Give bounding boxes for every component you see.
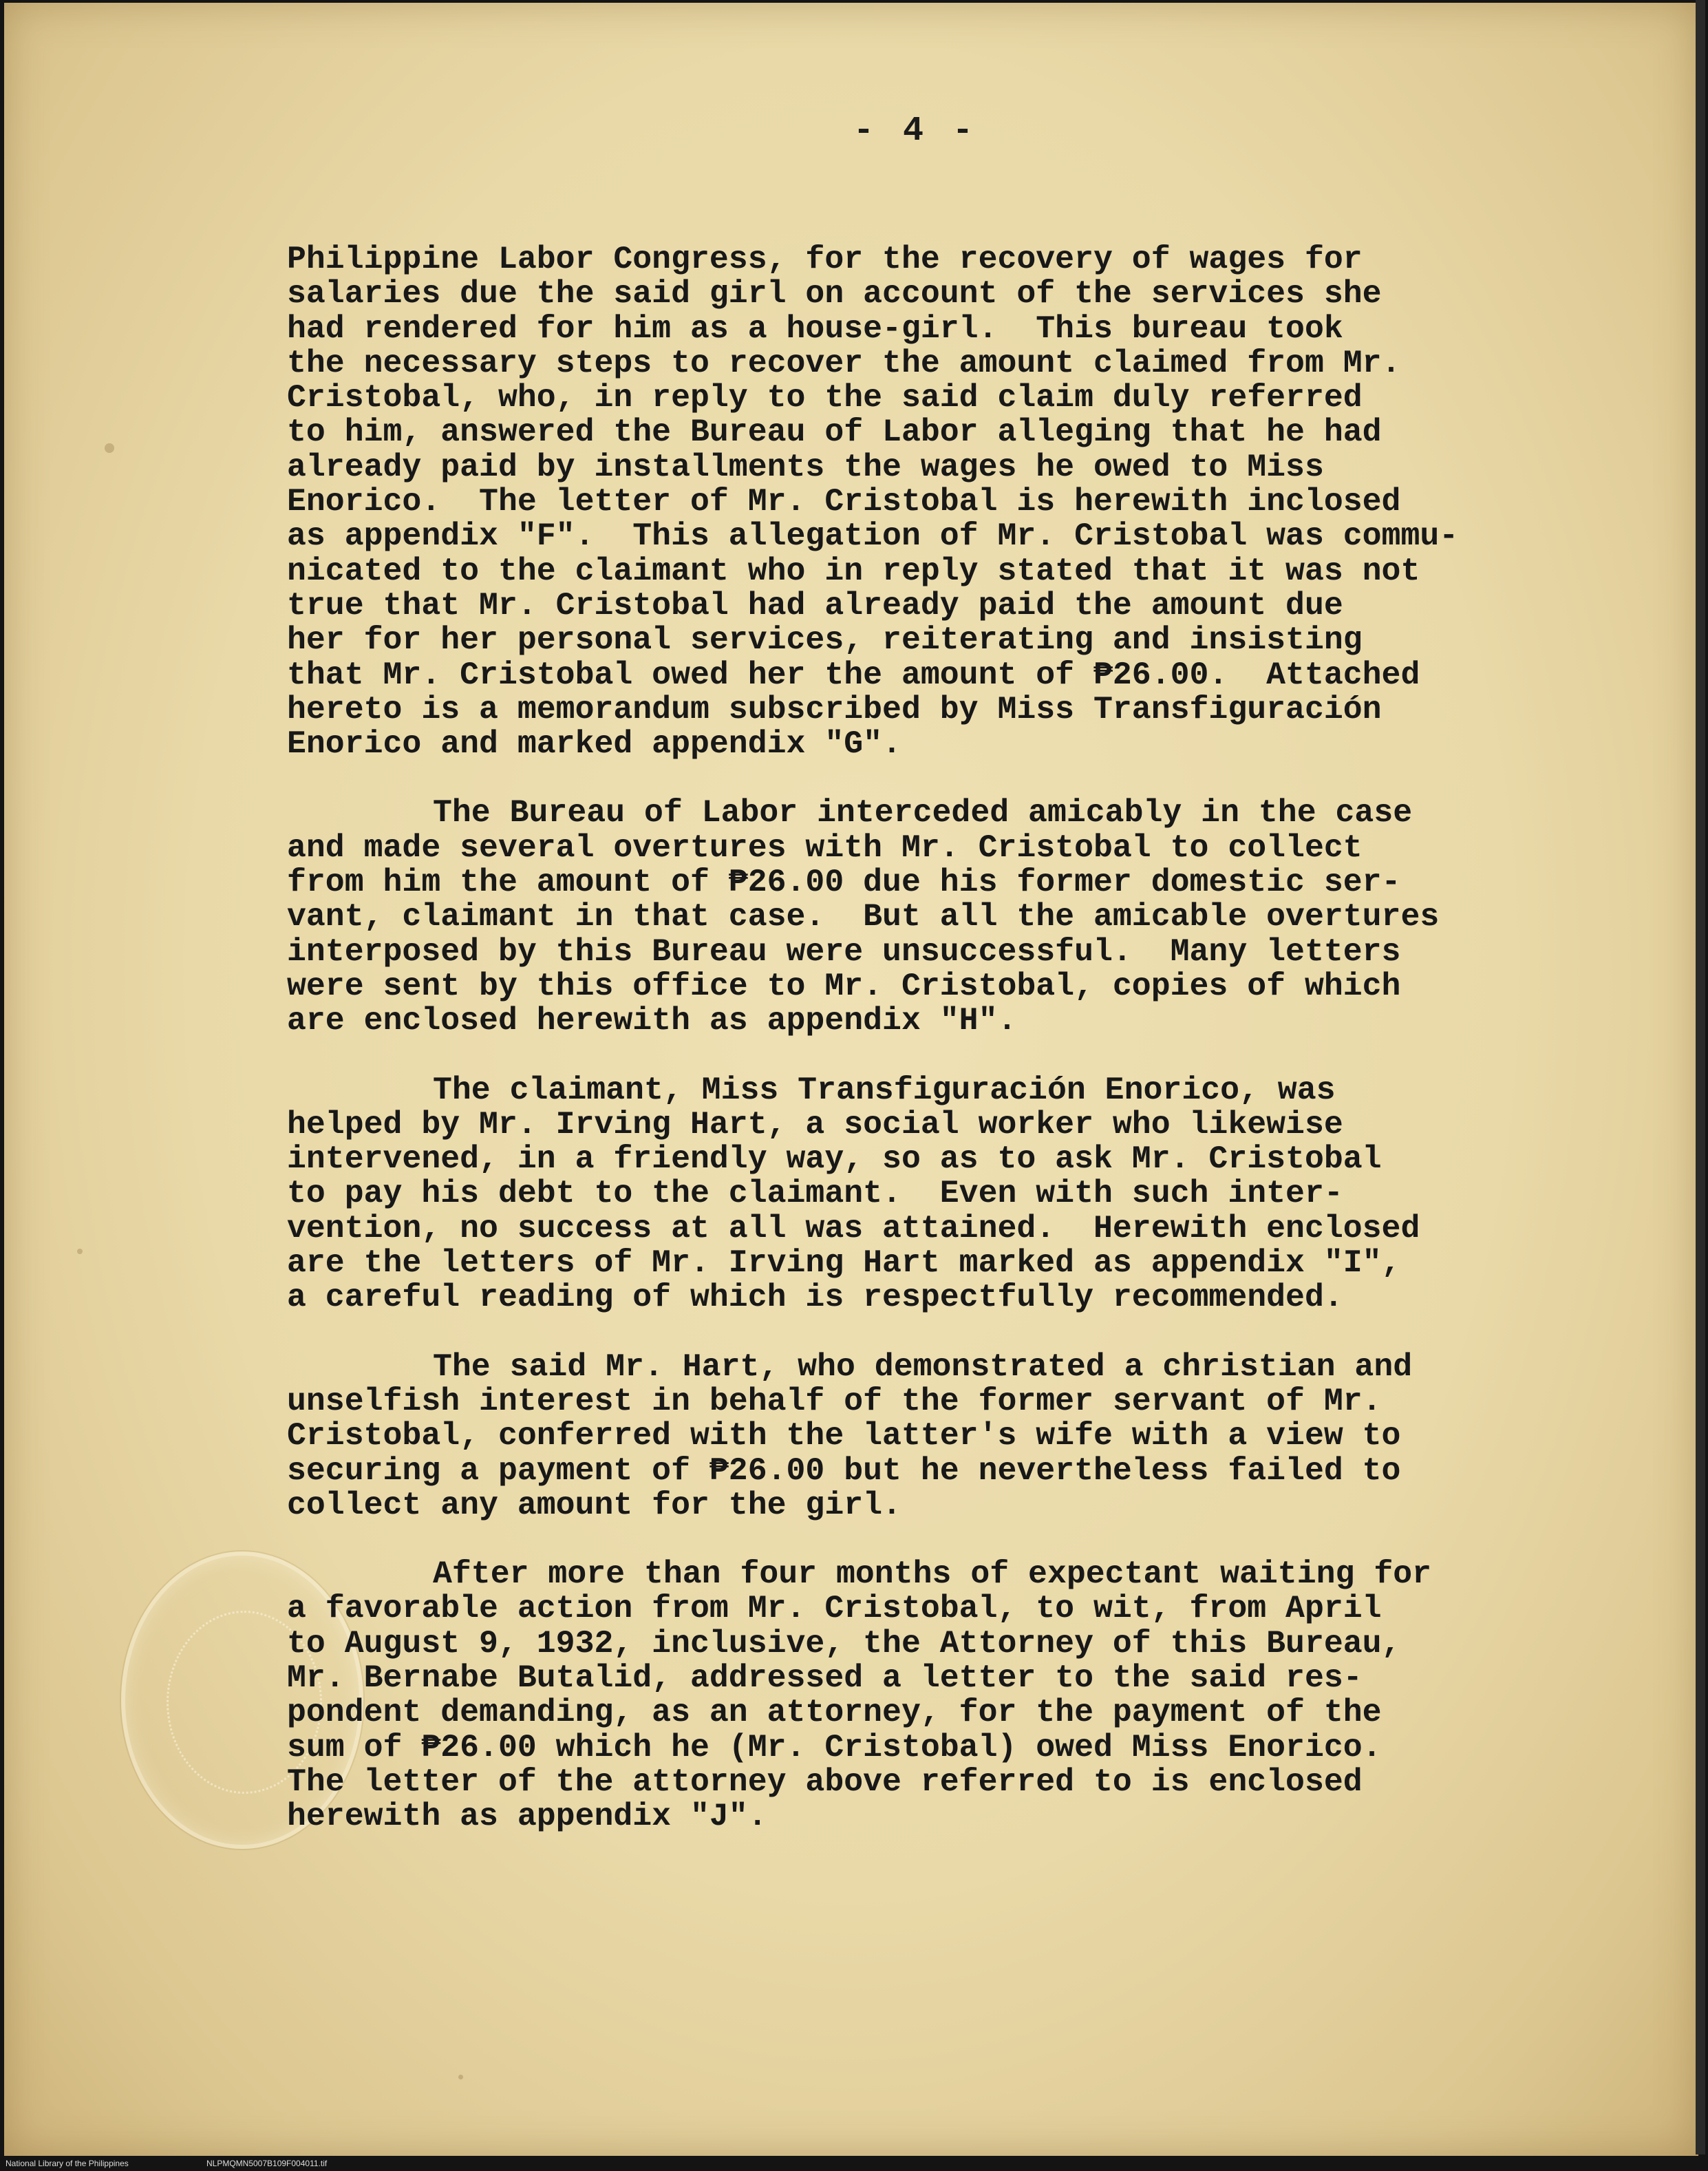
text-line: from him the amount of ₱26.00 due his former domestic ser- bbox=[287, 864, 1401, 901]
text-line: are the letters of Mr. Irving Hart marked as appendix "I", bbox=[287, 1245, 1401, 1282]
text-line: helped by Mr. Irving Hart, a social worker who likewise bbox=[287, 1105, 1343, 1143]
text-line: true that Mr. Cristobal had already paid the amount due bbox=[287, 586, 1343, 624]
paragraph bbox=[287, 796, 1567, 1038]
text-line: already paid by installments the wages he owed to Miss bbox=[287, 448, 1324, 485]
text-line: sum of ₱26.00 which he (Mr. Cristobal) owed Miss Enorico. bbox=[287, 1728, 1382, 1766]
text-line: securing a payment of ₱26.00 but he nevertheless failed to bbox=[287, 1452, 1401, 1489]
text-line: pondent demanding, as an attorney, for the payment of the bbox=[287, 1694, 1382, 1731]
paragraph bbox=[287, 1350, 1567, 1523]
text-line: The letter of the attorney above referred to is enclosed bbox=[287, 1763, 1363, 1800]
text-line: as appendix "F". This allegation of Mr. Cristobal was commu- bbox=[287, 518, 1459, 555]
letter-body bbox=[287, 242, 1567, 1868]
paragraph bbox=[287, 1557, 1567, 1834]
text-line: that Mr. Cristobal owed her the amount of ₱26.00. Attached bbox=[287, 656, 1420, 693]
text-line: Mr. Bernabe Butalid, addressed a letter to the said res- bbox=[287, 1659, 1363, 1696]
text-line: Cristobal, who, in reply to the said claim duly referred bbox=[287, 379, 1363, 416]
text-line: vant, claimant in that case. But all the amicable overtures bbox=[287, 898, 1440, 935]
text-line: are enclosed herewith as appendix "H". bbox=[287, 1002, 1017, 1039]
scan-edge bbox=[1696, 0, 1705, 2154]
text-line: collect any amount for the girl. bbox=[287, 1486, 901, 1523]
text-line: her for her personal services, reiterating and insisting bbox=[287, 622, 1363, 659]
paper-stain bbox=[458, 2075, 463, 2079]
paragraph bbox=[287, 242, 1567, 761]
text-line: Philippine Labor Congress, for the recovery of wages for bbox=[287, 241, 1363, 277]
text-line: had rendered for him as a house-girl. This bureau took bbox=[287, 310, 1343, 347]
text-line: the necessary steps to recover the amount claimed from Mr. bbox=[287, 344, 1401, 381]
paper-stain bbox=[77, 1249, 83, 1254]
text-line: Enorico. The letter of Mr. Cristobal is herewith inclosed bbox=[287, 483, 1401, 520]
text-line: and made several overtures with Mr. Cristobal to collect bbox=[287, 829, 1363, 866]
text-line: nicated to the claimant who in reply stated that it was not bbox=[287, 552, 1420, 589]
text-line: The claimant, Miss Transfiguración Enorico, was bbox=[433, 1071, 1336, 1108]
text-line: vention, no success at all was attained. Herewith enclosed bbox=[287, 1209, 1420, 1247]
page-number: - 4 - bbox=[853, 112, 978, 151]
scan-credit: National Library of the Philippines bbox=[6, 2159, 129, 2168]
text-line: Enorico and marked appendix "G". bbox=[287, 726, 901, 763]
text-line: to August 9, 1932, inclusive, the Attorney of this Bureau, bbox=[287, 1624, 1401, 1662]
text-line: Cristobal, conferred with the latter's wife with a view to bbox=[287, 1417, 1401, 1454]
text-line: After more than four months of expectant waiting for bbox=[433, 1556, 1432, 1593]
text-line: a careful reading of which is respectfully recommended. bbox=[287, 1279, 1343, 1316]
text-line: to pay his debt to the claimant. Even with such inter- bbox=[287, 1175, 1343, 1212]
paper-stain bbox=[105, 443, 114, 453]
text-line: hereto is a memorandum subscribed by Miss Transfiguración bbox=[287, 690, 1382, 728]
text-line: salaries due the said girl on account of the services she bbox=[287, 275, 1382, 313]
text-line: interposed by this Bureau were unsuccessful. Many letters bbox=[287, 933, 1401, 970]
text-line: to him, answered the Bureau of Labor alleging that he had bbox=[287, 414, 1382, 451]
paragraph bbox=[287, 1073, 1567, 1315]
scan-filename: NLPMQMN5007B109F004011.tif bbox=[206, 2159, 328, 2168]
text-line: herewith as appendix "J". bbox=[287, 1798, 767, 1835]
text-line: a favorable action from Mr. Cristobal, to wit, from April bbox=[287, 1590, 1382, 1627]
text-line: The Bureau of Labor interceded amicably in the case bbox=[433, 794, 1413, 832]
text-line: The said Mr. Hart, who demonstrated a christian and bbox=[433, 1348, 1413, 1385]
text-line: were sent by this office to Mr. Cristobal, copies of which bbox=[287, 967, 1401, 1004]
text-line: unselfish interest in behalf of the former servant of Mr. bbox=[287, 1382, 1382, 1419]
text-line: intervened, in a friendly way, so as to ask Mr. Cristobal bbox=[287, 1141, 1382, 1178]
